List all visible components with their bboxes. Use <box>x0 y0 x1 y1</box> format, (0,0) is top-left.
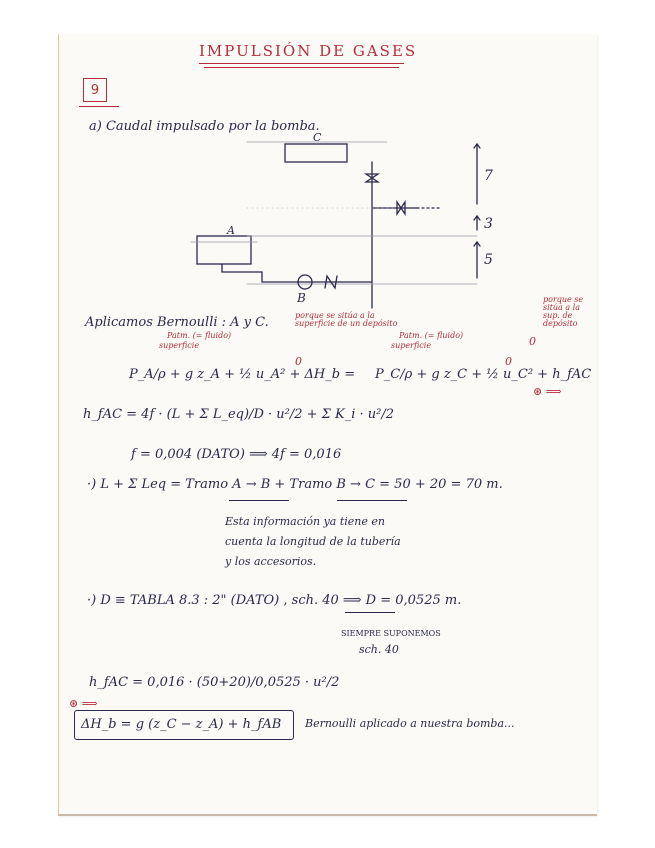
label-c: C <box>313 131 322 144</box>
final-note: Bernoulli aplicado a nuestra bomba... <box>305 717 515 730</box>
annotation-mid: porque se sitúa a la superficie de un depósito <box>295 311 398 328</box>
dim-3: 3 <box>484 216 493 232</box>
hfac-definition: h_fAC = 4f · (L + Σ L_eq)/D · u²/2 + Σ K_i · u²/2 <box>83 407 394 422</box>
tank-c <box>285 144 347 162</box>
friction-factor: f = 0,004 (DATO) ⟹ 4f = 0,016 <box>131 447 342 462</box>
length-note-2: cuenta la longitud de la tubería <box>225 535 401 548</box>
bernoulli-equation-lhs: P_A/ρ + g z_A + ½ u_A² + ΔH_b = <box>129 367 356 382</box>
schedule-note-2: sch. 40 <box>359 643 399 656</box>
bernoulli-equation-rhs: P_C/ρ + g z_C + ½ u_C² + h_fAC <box>375 367 592 382</box>
zero-mark-left: 0 <box>295 355 302 368</box>
length-equation: ·) L + Σ Leq = Tramo A → B + Tramo B → C = 50 + 20 = 70 m. <box>87 477 503 492</box>
suction-pipe <box>222 264 262 282</box>
part-a-heading: a) Caudal impulsado por la bomba. <box>89 119 320 134</box>
annotation-patm-mid: Patm. (= fluido) <box>399 331 464 340</box>
annotation-patm-left: Patm. (= fluido) <box>167 331 232 340</box>
diameter-equation: ·) D ≡ TABLA 8.3 : 2" (DATO) , sch. 40 ⟹ D = 0,0525 m. <box>87 593 462 608</box>
bernoulli-intro: Aplicamos Bernoulli : A y C. <box>85 315 269 330</box>
final-equation: ΔH_b = g (z_C − z_A) + h_fAB <box>81 717 282 732</box>
page-title: IMPULSIÓN DE GASES <box>199 42 418 60</box>
title-underline <box>199 63 404 64</box>
zero-mark-mid: 0 <box>505 355 512 368</box>
length-note-1: Esta información ya tiene en <box>225 515 385 528</box>
reference-mark-2: ⊛ ⟹ <box>69 697 98 710</box>
hfac-numeric: h_fAC = 0,016 · (50+20)/0,0525 · u²/2 <box>89 675 340 690</box>
reference-mark: ⊛ ⟹ <box>533 385 562 398</box>
annotation-superficie-left: superficie <box>159 341 200 350</box>
notebook-page <box>58 34 597 816</box>
zero-mark-right: 0 <box>529 335 536 348</box>
label-b: B <box>297 291 306 305</box>
title-underline-2 <box>204 67 399 68</box>
label-a: A <box>227 224 235 237</box>
length-note-3: y los accesorios. <box>225 555 317 568</box>
tank-a <box>197 236 251 264</box>
pumping-diagram <box>147 130 493 305</box>
schedule-note-1: SIEMPRE SUPONEMOS <box>341 629 441 638</box>
annotation-right: porque se sitúa a la sup. de depósito <box>543 295 584 328</box>
problem-number: 9 <box>83 78 107 102</box>
annotation-superficie-mid: superficie <box>391 341 432 350</box>
problem-number-underline <box>79 106 119 107</box>
dim-5: 5 <box>484 252 493 268</box>
dim-7: 7 <box>484 168 493 184</box>
